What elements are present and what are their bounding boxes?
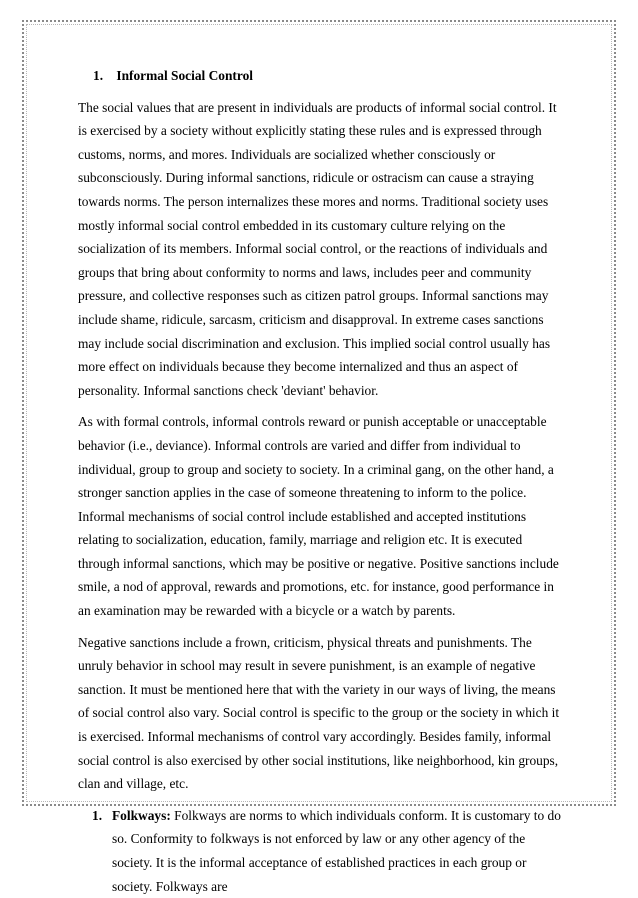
paragraph-2: As with formal controls, informal controls reward or punish acceptable or unacceptable behavior (i.e., deviance). Informal controls are varied and differ from individual to individual, group to group and society to society. In a criminal gang, on the other hand, a stronger sanction applies in the case of someone threatening to inform to the police. Informal mechanisms of social control include established and accepted institutions relating to socialization, education, family, marriage and religion etc. It is executed through informal sanctions, which may be positive or negative. Positive sanctions include smile, a nod of approval, rewards and promotions, etc. for instance, good performance in an examination may be rewarded with a bicycle or a watch by parents. bbox=[78, 414, 559, 619]
list-item bbox=[78, 804, 562, 898]
list-item-term: Folkways: bbox=[112, 807, 171, 823]
heading-number: 1. bbox=[93, 68, 104, 83]
paragraph-3: Negative sanctions include a frown, criticism, physical threats and punishments. The unruly behavior in school may result in severe punishment, is an example of negative sanction. It must be mentioned here that with the variety in our ways of living, the means of social control also vary. Social control is specific to the group or the society in which it is exercised. Informal mechanisms of control vary accordingly. Besides family, informal social control is also exercised by other social institutions, like neighborhood, kin groups, clan and village, etc. bbox=[78, 634, 560, 792]
document-body bbox=[78, 64, 562, 898]
list-item-number: 1. bbox=[92, 807, 103, 823]
list-item-text: Folkways are norms to which individuals conform. It is customary to do so. Conformity to folkways is not enforced by law or any other agency of the society. It is the informal acceptance of established practices in each group or society. Folkways are bbox=[112, 807, 561, 894]
paragraph-1: The social values that are present in individuals are products of informal social control. It is exercised by a society without explicitly stating these rules and is expressed through customs, norms, and mores. Individuals are socialized whether consciously or subconsciously. During informal sanctions, ridicule or ostracism can cause a straying towards norms. The person internalizes these mores and norms. Traditional society uses mostly informal social control embedded in its customary culture relying on the socialization of its members. Informal social control, or the reactions of individuals and groups that bring about conformity to norms and laws, includes peer and community pressure, and collective responses such as citizen patrol groups. Informal sanctions may include shame, ridicule, sarcasm, criticism and disapproval. In extreme cases sanctions may include social discrimination and exclusion. This implied social control usually has more effect on individuals because they become internalized and thus an aspect of personality. Informal sanctions check 'deviant' behavior. bbox=[78, 99, 557, 398]
section-heading bbox=[93, 64, 562, 88]
heading-title: Informal Social Control bbox=[116, 68, 253, 83]
mechanism-list bbox=[78, 804, 562, 898]
